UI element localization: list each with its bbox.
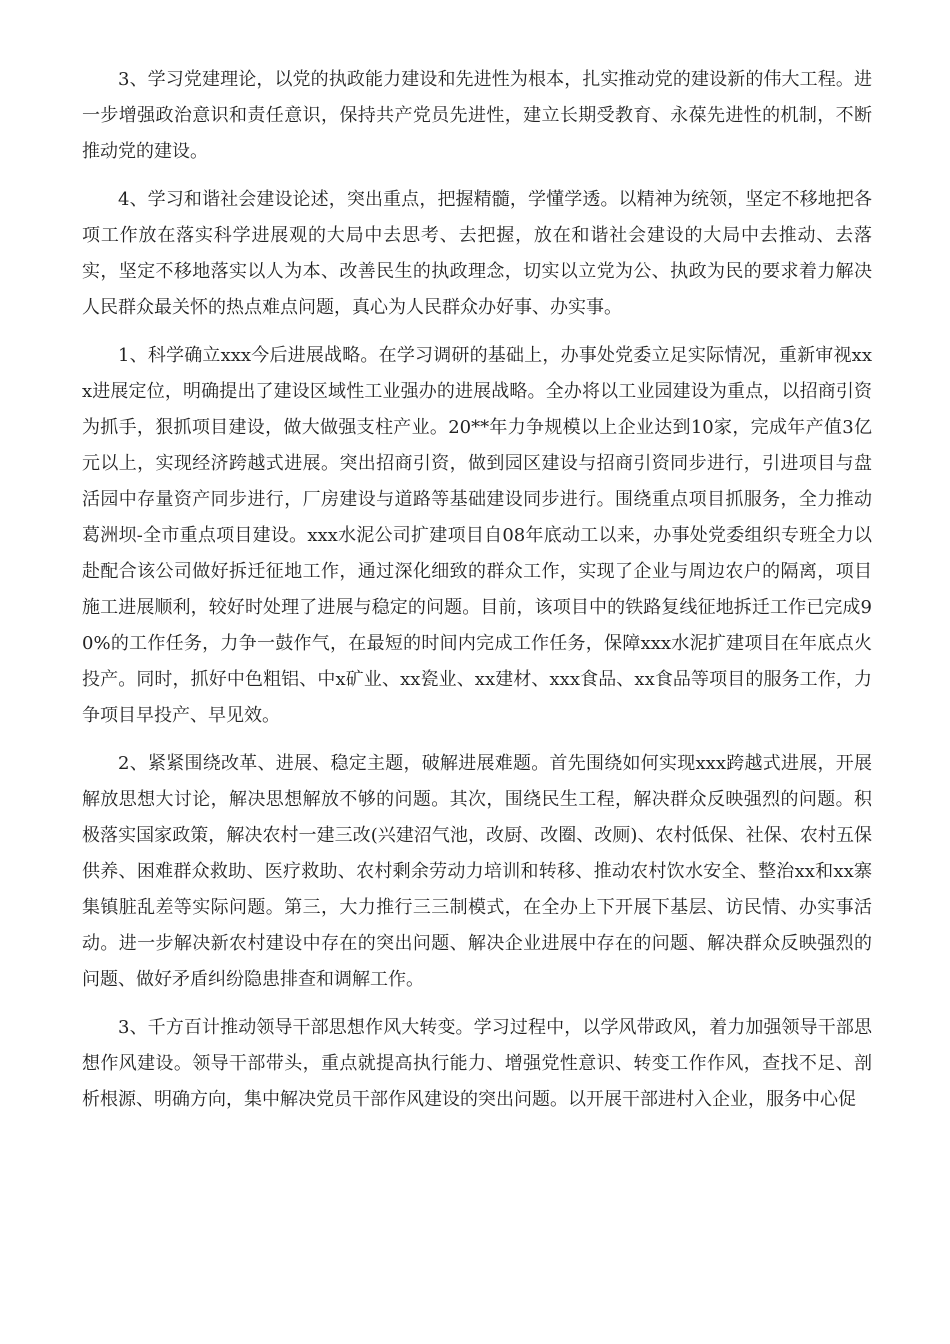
paragraph-reform-development-stability: 2、紧紧围绕改革、进展、稳定主题，破解进展难题。首先围绕如何实现xxx跨越式进展，开展解放思想大讨论，解决思想解放不够的问题。其次，围绕民生工程，解决群众反映强烈的问题。积极落实国家政策，解决农村一建三改(兴建沼气池，改厨、改圈、改厕)、农村低保、社保、农村五保供养、困难群众救助、医疗救助、农村剩余劳动力培训和转移、推动农村饮水安全、整治xx和xx寨集镇脏乱差等实际问题。第三，大力推行三三制模式，在全办上下开展下基层、访民情、办实事活动。进一步解决新农村建设中存在的突出问题、解决企业进展中存在的问题、解决群众反映强烈的问题、做好矛盾纠纷隐患排查和调解工作。 (82, 753, 872, 990)
paragraph-harmonious-society: 4、学习和谐社会建设论述，突出重点，把握精髓，学懂学透。以精神为统领，坚定不移地把各项工作放在落实科学进展观的大局中去思考、去把握，放在和谐社会建设的大局中去推动、去落实，坚定不移地落实以人为本、改善民生的执政理念，切实以立党为公、执政为民的要求着力解决人民群众最关怀的热点难点问题，真心为人民群众办好事、办实事。 (82, 189, 872, 318)
paragraph-party-building-theory: 3、学习党建理论，以党的执政能力建设和先进性为根本，扎实推动党的建设新的伟大工程。进一步增强政治意识和责任意识，保持共产党员先进性，建立长期受教育、永葆先进性的机制，不断推动党的建设。 (82, 69, 872, 162)
paragraph-development-strategy: 1、科学确立xxx今后进展战略。在学习调研的基础上，办事处党委立足实际情况，重新审视xxx进展定位，明确提出了建设区域性工业强办的进展战略。全办将以工业园建设为重点，以招商引资为抓手，狠抓项目建设，做大做强支柱产业。20**年力争规模以上企业达到10家，完成年产值3亿元以上，实现经济跨越式进展。突出招商引资，做到园区建设与招商引资同步进行，引进项目与盘活园中存量资产同步进行，厂房建设与道路等基础建设同步进行。围绕重点项目抓服务，全力推动葛洲坝-全市重点项目建设。xxx水泥公司扩建项目自08年底动工以来，办事处党委组织专班全力以赴配合该公司做好拆迁征地工作，通过深化细致的群众工作，实现了企业与周边农户的隔离，项目施工进展顺利，较好时处理了进展与稳定的问题。目前，该项目中的铁路复线征地拆迁工作已完成90%的工作任务，力争一鼓作气，在最短的时间内完成工作任务，保障xxx水泥扩建项目在年底点火投产。同时，抓好中色粗铝、中x矿业、xx瓷业、xx建材、xxx食品、xx食品等项目的服务工作，力争项目早投产、早见效。 (82, 345, 872, 726)
document-body (82, 62, 872, 1130)
paragraph-cadre-work-style: 3、千方百计推动领导干部思想作风大转变。学习过程中，以学风带政风，着力加强领导干部思想作风建设。领导干部带头，重点就提高执行能力、增强党性意识、转变工作作风，查找不足、剖析根源、明确方向，集中解决党员干部作风建设的突出问题。以开展干部进村入企业，服务中心促 (82, 1017, 872, 1110)
